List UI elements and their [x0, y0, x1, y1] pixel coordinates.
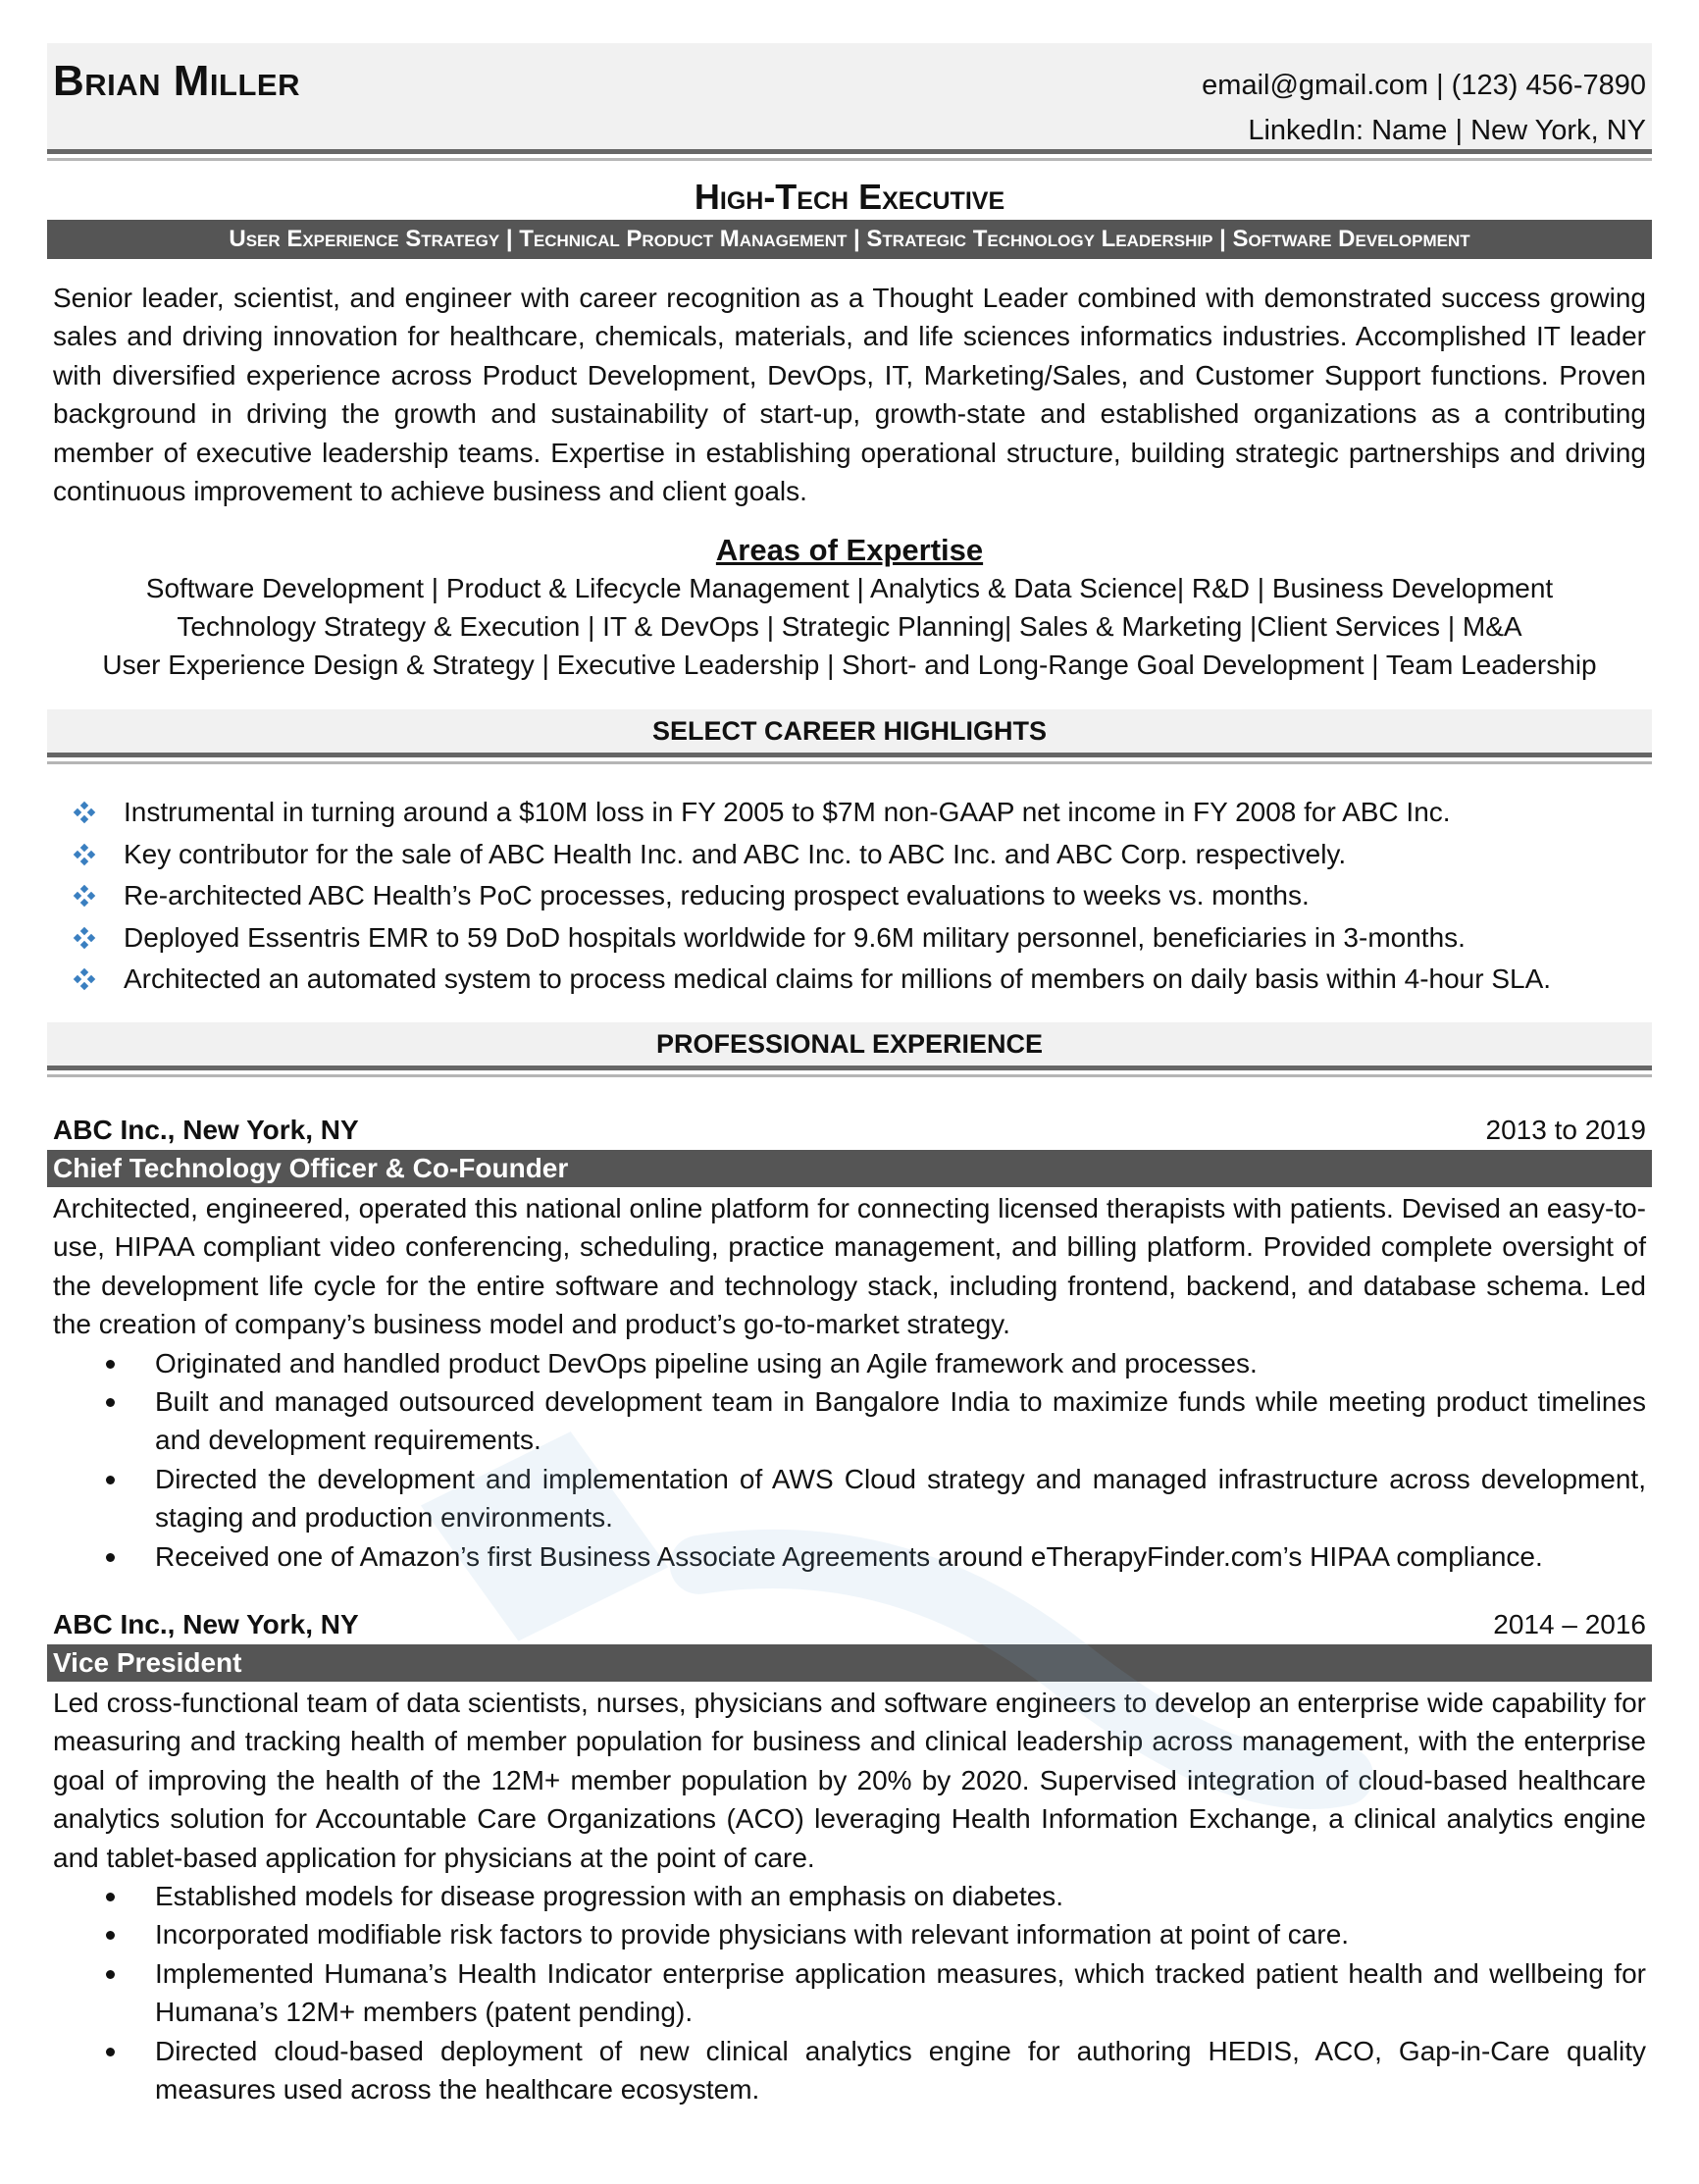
- highlights-section-title: SELECT CAREER HIGHLIGHTS: [47, 709, 1652, 753]
- diamond-bullet-icon: [75, 886, 94, 906]
- job-bullets: [47, 1877, 1652, 2108]
- contact-line-linkedin-location: LinkedIn: Name | New York, NY: [1248, 115, 1646, 146]
- tagline-bar: User Experience Strategy | Technical Product Management | Strategic Technology Leadership | Software Development: [47, 220, 1652, 259]
- job-description: Architected, engineered, operated this national online platform for connecting licensed therapists with patients. Devised an easy-to-use, HIPAA compliant video conferencing, scheduling, practice management, and billing platform. Provided complete oversight of the development life cycle for the entire software and technology stack, including frontend, backend, and database schema. Led the creation of company’s business model and product’s go-to-market strategy.: [53, 1192, 1646, 1340]
- expertise-title: Areas of Expertise: [715, 533, 984, 568]
- highlight-item: [47, 792, 1652, 834]
- resume-title: High-Tech Executive: [694, 177, 1005, 217]
- job-bullet-text: Built and managed outsourced development team in Bangalore India to maximize funds while meeting product timelines and development requirements.: [155, 1385, 1646, 1456]
- diamond-bullet-icon: [75, 803, 94, 822]
- professional-summary: Senior leader, scientist, and engineer with career recognition as a Thought Leader combined with demonstrated success growing sales and driving innovation for healthcare, chemicals, materials, and life sciences informatics industries. Accomplished IT leader with diversified experience across Product Development, DevOps, IT, Marketing/Sales, and Customer Support functions. Proven background in driving the growth and sustainability of start-up, growth-state and established organizations as a contributing member of executive leadership teams. Expertise in establishing operational structure, building strategic partnerships and driving continuous improvement to achieve business and client goals.: [53, 283, 1646, 507]
- contact-line-email-phone: email@gmail.com | (123) 456-7890: [1202, 70, 1646, 101]
- job-bullet-text: Established models for disease progression with an emphasis on diabetes.: [155, 1881, 1064, 1912]
- highlight-text: Architected an automated system to process medical claims for millions of members on daily basis within 4-hour SLA.: [124, 963, 1552, 995]
- candidate-name: Brian Miller: [53, 57, 300, 105]
- highlights-divider: [47, 753, 1652, 764]
- job-entry: [47, 1605, 1652, 2108]
- expertise-line: User Experience Design & Strategy | Executive Leadership | Short- and Long-Range Goal Development | Team Leadership: [102, 650, 1597, 681]
- job-header: [47, 1605, 1652, 1644]
- highlight-text: Re-architected ABC Health’s PoC processes, reducing prospect evaluations to weeks vs. months.: [124, 880, 1310, 911]
- job-header: [47, 1111, 1652, 1150]
- bullet-dot-icon: [106, 1931, 115, 1940]
- highlights-list: [47, 792, 1652, 1001]
- job-entry: [47, 1111, 1652, 1576]
- job-bullet: [47, 2032, 1652, 2109]
- job-bullet-text: Originated and handled product DevOps pipeline using an Agile framework and processes.: [155, 1347, 1258, 1378]
- job-bullet-text: Implemented Humana’s Health Indicator enterprise application measures, which tracked patient health and wellbeing for Humana’s 12M+ members (patent pending).: [155, 1957, 1646, 2028]
- highlight-text: Instrumental in turning around a $10M loss in FY 2005 to $7M non-GAAP net income in FY 2008 for ABC Inc.: [124, 797, 1451, 828]
- diamond-bullet-icon: [75, 845, 94, 864]
- expertise-line: Technology Strategy & Execution | IT & DevOps | Strategic Planning| Sales & Marketing |Client Services | M&A: [177, 611, 1522, 643]
- job-bullet: [47, 1537, 1652, 1576]
- job-description: Led cross-functional team of data scientists, nurses, physicians and software engineers to develop an enterprise wide capability for measuring and tracking health of member population for business and clinical leadership across management, with the enterprise goal of improving the health of the 12M+ member population by 20% by 2020. Supervised integration of cloud-based healthcare analytics solution for Accountable Care Organizations (ACO) leveraging Health Information Exchange, a clinical analytics engine and tablet-based application for physicians at the point of care.: [53, 1688, 1646, 1873]
- job-dates: 2013 to 2019: [1485, 1114, 1646, 1145]
- diamond-bullet-icon: [75, 928, 94, 948]
- contact-block: [1202, 63, 1646, 153]
- diamond-bullet-icon: [75, 969, 94, 989]
- job-bullet: [47, 1915, 1652, 1953]
- highlight-item: [47, 917, 1652, 960]
- job-role-bar: Vice President: [47, 1644, 1652, 1682]
- highlight-text: Key contributor for the sale of ABC Health Inc. and ABC Inc. to ABC Inc. and ABC Corp. respectively.: [124, 838, 1347, 869]
- bullet-dot-icon: [106, 1893, 115, 1901]
- resume-page: [47, 43, 1652, 2108]
- job-bullet-text: Directed the development and implementation of AWS Cloud strategy and managed infrastructure across development, staging and production environments.: [155, 1463, 1646, 1534]
- highlight-text: Deployed Essentris EMR to 59 DoD hospitals worldwide for 9.6M military personnel, beneficiaries in 3-months.: [124, 921, 1466, 953]
- job-bullet-text: Directed cloud-based deployment of new clinical analytics engine for authoring HEDIS, ACO, Gap-in-Care quality measures used across the healthcare ecosystem.: [155, 2035, 1646, 2106]
- highlight-item: [47, 834, 1652, 876]
- highlight-item: [47, 875, 1652, 917]
- job-bullet: [47, 1344, 1652, 1382]
- bullet-dot-icon: [106, 1476, 115, 1484]
- job-company: ABC Inc., New York, NY: [53, 1114, 359, 1145]
- job-bullet: [47, 1877, 1652, 1915]
- job-dates: 2014 – 2016: [1493, 1609, 1646, 1639]
- bullet-dot-icon: [106, 1398, 115, 1407]
- bullet-dot-icon: [106, 2048, 115, 2056]
- experience-divider: [47, 1066, 1652, 1077]
- job-bullet: [47, 1460, 1652, 1537]
- job-bullet: [47, 1954, 1652, 2032]
- job-role-bar: Chief Technology Officer & Co-Founder: [47, 1150, 1652, 1187]
- job-bullet-text: Received one of Amazon’s first Business Associate Agreements around eTherapyFinder.com’s HIPAA compliance.: [155, 1540, 1543, 1572]
- header-band: [47, 43, 1652, 149]
- job-bullet-text: Incorporated modifiable risk factors to provide physicians with relevant information at point of care.: [155, 1919, 1350, 1950]
- bullet-dot-icon: [106, 1553, 115, 1562]
- job-company: ABC Inc., New York, NY: [53, 1609, 359, 1639]
- experience-section-title: PROFESSIONAL EXPERIENCE: [47, 1022, 1652, 1066]
- bullet-dot-icon: [106, 1360, 115, 1369]
- job-bullets: [47, 1344, 1652, 1576]
- job-bullet: [47, 1382, 1652, 1460]
- expertise-line: Software Development | Product & Lifecycle Management | Analytics & Data Science| R&D | Business Development: [145, 573, 1554, 604]
- highlight-item: [47, 959, 1652, 1001]
- bullet-dot-icon: [106, 1970, 115, 1979]
